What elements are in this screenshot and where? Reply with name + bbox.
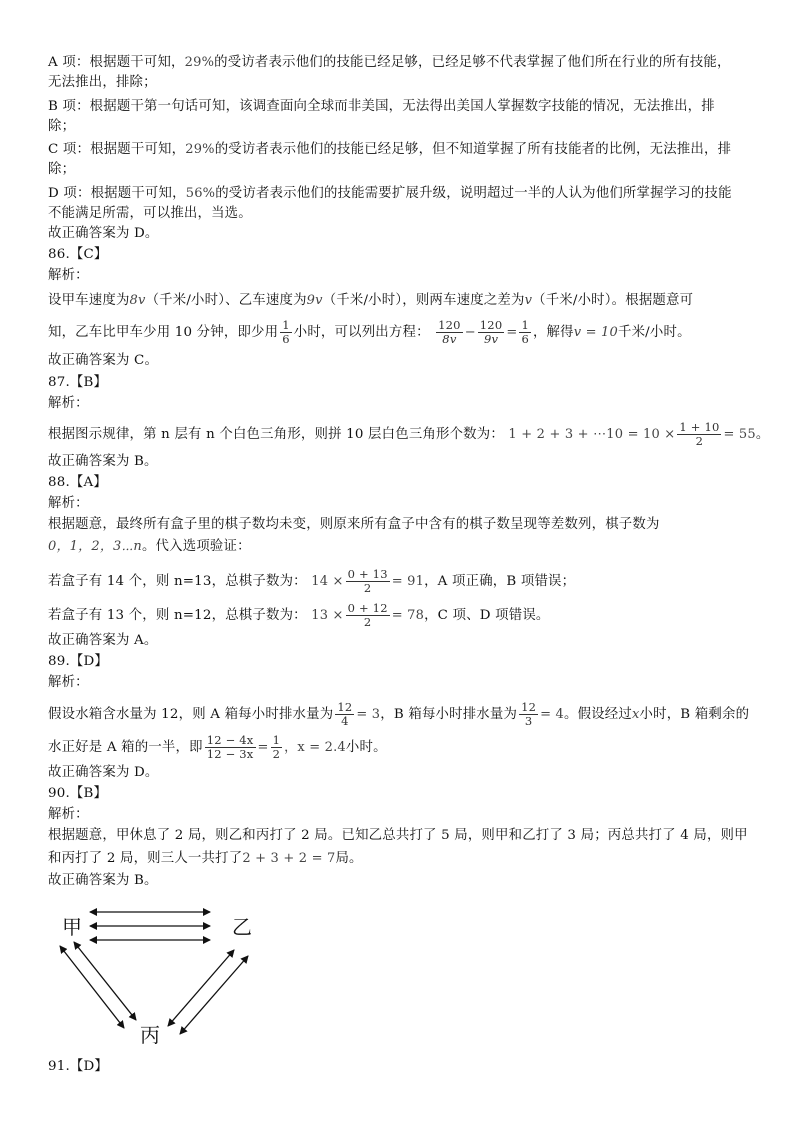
fraction: $\frac{0 + 13}{2}$ (347, 567, 388, 595)
answer-88: 故正确答案为 A。 (48, 633, 158, 648)
fraction: $\frac{120}{8v}$ (438, 318, 461, 346)
question-91-heading: 91.【D】 (48, 1059, 109, 1074)
q88-line-1: 根据题意，最终所有盒子里的棋子数均未变，则原来所有盒子中含有的棋子数呈现等差数列，棋子数为 (48, 517, 660, 532)
fraction: $\frac{1}{6}$ (282, 318, 290, 346)
percent-value: 29% (185, 142, 215, 157)
analysis-label: 解析： (48, 675, 89, 690)
answer-86: 故正确答案为 C。 (48, 353, 159, 368)
q86-line-1: 设甲车速度为8v（千米/小时）、乙车速度为9v（千米/小时），则两车速度之差为v（千米/小时）。根据题意可 (48, 293, 694, 308)
option-c-line-1: C 项：根据题干可知，29%的受访者表示他们的技能已经足够，但不知道掌握了所有技能者的比例，无法推出，排 (48, 142, 732, 157)
answer-85: 故正确答案为 D。 (48, 226, 159, 241)
match-arrow-yi-bing (180, 956, 248, 1034)
player-bing-label: 丙 (140, 1023, 160, 1047)
match-arrow-jia-bing (74, 942, 136, 1020)
question-86-heading: 86.【C】 (48, 247, 108, 262)
fraction: $\frac{12 - 4x}{12 - 3x}$ (206, 733, 254, 761)
fraction: $\frac{1}{2}$ (272, 733, 281, 761)
percent-value: 29% (184, 55, 215, 70)
option-a-line-1: A 项：根据题干可知，29%的受访者表示他们的技能已经足够，已经足够不代表掌握了他们所在行业的所有技能， (48, 55, 731, 70)
option-a-line-2: 无法推出，排除； (48, 75, 157, 90)
match-arrow-jia-bing (60, 946, 124, 1028)
fraction: $\frac{12}{3}$ (521, 700, 537, 728)
match-diagram (48, 896, 278, 1056)
answer-89: 故正确答案为 D。 (48, 765, 159, 780)
answer-90: 故正确答案为 B。 (48, 873, 158, 888)
fraction: $\frac{0 + 12}{2}$ (347, 601, 388, 629)
percent-value: 56% (185, 186, 216, 201)
analysis-label: 解析： (48, 396, 89, 411)
analysis-label: 解析： (48, 268, 89, 283)
fraction: $\frac{1}{6}$ (521, 318, 529, 346)
q90-line-1: 根据题意，甲休息了 2 局，则乙和丙打了 2 局。已知乙总共打了 5 局，则甲和乙打了 3 局；丙总共打了 4 局，则甲 (48, 828, 748, 843)
analysis-label: 解析： (48, 496, 89, 511)
q88-line-3: 若盒子有 14 个，则 n=13，总棋子数为： 14 × $\frac{0 + 13}{2}$ = 91，A 项正确，B 项错误； (48, 567, 576, 595)
q88-line-4: 若盒子有 13 个，则 n=12，总棋子数为： 13 × $\frac{0 + 12}{2}$ = 78，C 项、D 项错误。 (48, 601, 550, 629)
fraction: $\frac{12}{4}$ (337, 700, 353, 728)
fraction: $\frac{120}{9v}$ (479, 318, 503, 346)
q86-line-2: 知，乙车比甲车少用 10 分钟，即少用 $\frac{1}{6}$ 小时，可以列出方程： $\frac{120}{8v}$ − $\frac{120}{9v}$ = $\frac{1}{6}$ ，解得v = 10千米/小时。 (48, 318, 691, 346)
option-d-line-1: D 项：根据题干可知，56%的受访者表示他们的技能需要扩展升级，说明超过一半的人认为他们所掌握学习的技能 (48, 186, 732, 201)
q87-line-1: 根据图示规律，第 n 层有 n 个白色三角形，则拼 10 层白色三角形个数为： 1 + 2 + 3 + ⋯10 = 10 × $\frac{1 + 10}{2}$ = 55。 (48, 420, 770, 448)
question-90-heading: 90.【B】 (48, 786, 108, 801)
q88-line-2: 0，1，2，3⋯n。代入选项验证： (48, 539, 251, 554)
analysis-label: 解析： (48, 807, 89, 822)
q89-line-1: 假设水箱含水量为 12，则 A 箱每小时排水量为 $\frac{12}{4}$ = 3，B 箱每小时排水量为 $\frac{12}{3}$ = 4。假设经过x小时，B 箱剩余的 (48, 700, 750, 728)
answer-87: 故正确答案为 B。 (48, 454, 158, 469)
option-c-line-2: 除； (48, 162, 76, 177)
match-arrow-yi-bing (168, 950, 234, 1026)
player-yi-label: 乙 (232, 915, 252, 939)
question-88-heading: 88.【A】 (48, 475, 107, 490)
q90-line-2: 和丙打了 2 局，则三人一共打了2 + 3 + 2 = 7局。 (48, 851, 363, 866)
option-d-line-2: 不能满足所需，可以推出，当选。 (48, 206, 252, 221)
q89-line-2: 水正好是 A 箱的一半，即 $\frac{12 - 4x}{12 - 3x}$ = $\frac{1}{2}$ ，x = 2.4小时。 (48, 733, 387, 761)
question-87-heading: 87.【B】 (48, 375, 108, 390)
fraction: $\frac{1 + 10}{2}$ (679, 420, 720, 448)
option-b-line-2: 除； (48, 119, 76, 134)
player-jia-label: 甲 (62, 915, 82, 939)
question-89-heading: 89.【D】 (48, 654, 109, 669)
option-b-line-1: B 项：根据题干第一句话可知，该调查面向全球而非美国，无法得出美国人掌握数字技能的情况，无法推出，排 (48, 99, 715, 114)
